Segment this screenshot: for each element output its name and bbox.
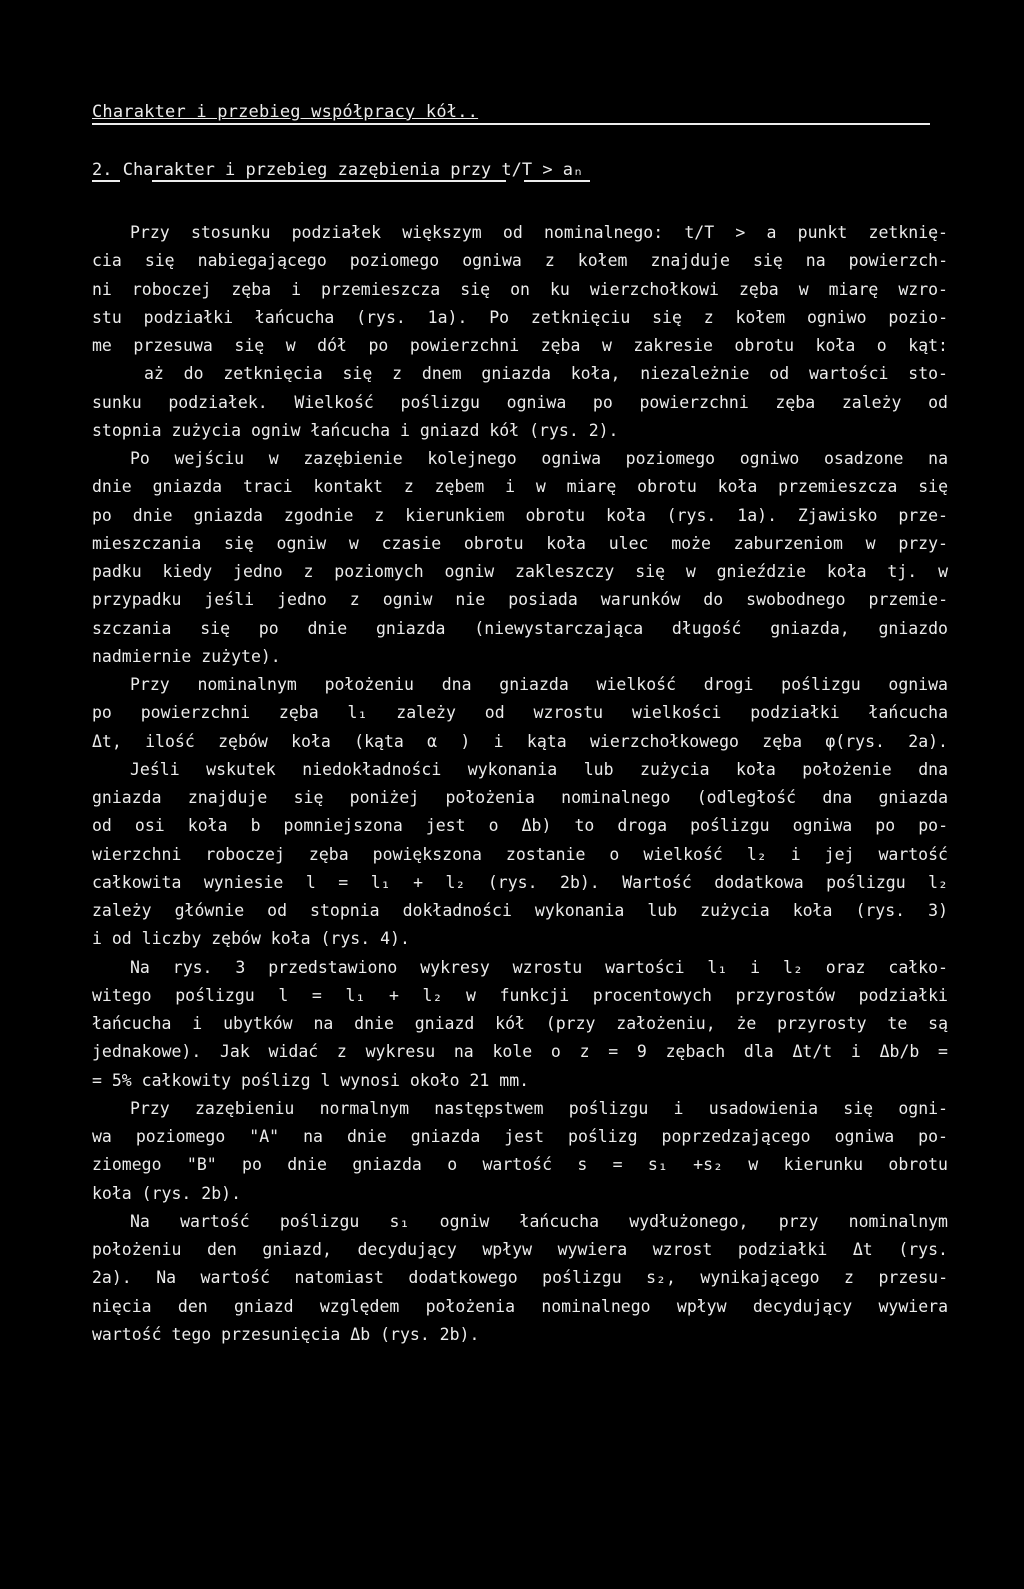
text-line: Na wartość poślizgu s₁ ogniw łańcucha wydłużonego, przy nominalnym [130,1211,948,1231]
section-heading-underline [152,180,506,182]
text-line: sunku podziałek. Wielkość poślizgu ogniwa po powierzchni zęba zależy od [92,392,948,412]
text-line: cia się nabiegającego poziomego ogniwa z kołem znajduje się na powierzch- [92,251,948,271]
text-line: wierzchni roboczej zęba powiększona zostanie o wielkość l₂ i jej wartość [92,844,948,864]
running-header: Charakter i przebieg współpracy kół.. [92,102,479,122]
section-heading-underline [92,180,120,182]
text-line: łańcucha i ubytków na dnie gniazd kół (przy założeniu, że przyrosty te są [92,1014,948,1033]
text-line: Δt, ilość zębów koła (kąta α ) i kąta wierzchołkowego zęba φ(rys. 2a). [92,731,948,751]
text-line: nadmiernie zużyte). [92,646,281,666]
text-line: zależy głównie od stopnia dokładności wykonania lub zużycia koła (rys. 3) [92,901,948,920]
text-line: Jeśli wskutek niedokładności wykonania lub zużycia koła położenie dna [130,759,948,779]
text-line: od osi koła b pomniejszona jest o Δb) to droga poślizgu ogniwa po po- [92,816,948,836]
text-line: Przy zazębieniu normalnym następstwem poślizgu i usadowienia się ogni- [130,1098,948,1118]
text-line: położeniu den gniazd, decydujący wpływ wywiera wzrost podziałki Δt (rys. [92,1240,948,1259]
text-line: stu podziałki łańcucha (rys. 1a). Po zetknięciu się z kołem ogniwo pozio- [92,307,948,327]
text-line: stopnia zużycia ogniw łańcucha i gniazd kół (rys. 2). [92,420,619,440]
text-line: dnie gniazda traci kontakt z zębem i w miarę obrotu koła przemieszcza się [92,477,948,497]
text-line: po powierzchni zęba l₁ zależy od wzrostu wielkości podziałki łańcucha [92,703,948,723]
text-line: 2a). Na wartość natomiast dodatkowego poślizgu s₂, wynikającego z przesu- [92,1268,948,1288]
text-line: Po wejściu w zazębienie kolejnego ogniwa poziomego ogniwo osadzone na [130,449,948,468]
text-line: me przesuwa się w dół po powierzchni zęba w zakresie obrotu koła o kąt: [92,336,948,355]
text-line: szczania się po dnie gniazda (niewystarczająca długość gniazda, gniazdo [92,618,948,638]
text-line: ni roboczej zęba i przemieszcza się on ku wierzchołkowi zęba w miarę wzro- [92,279,948,299]
text-line: przypadku jeśli jedno z ogniw nie posiada warunków do swobodnego przemie- [92,590,948,610]
header-rule [92,123,930,125]
text-line: mieszczania się ogniw w czasie obrotu koła ulec może zaburzeniom w przy- [92,533,948,553]
text-line: witego poślizgu l = l₁ + l₂ w funkcji procentowych przyrostów podziałki [92,985,948,1005]
text-line: po dnie gniazda zgodnie z kierunkiem obrotu koła (rys. 1a). Zjawisko prze- [92,505,948,525]
text-line: = 5% całkowity poślizg l wynosi około 21 mm. [92,1070,530,1090]
text-line: gniazda znajduje się poniżej położenia nominalnego (odległość dna gniazda [92,788,948,807]
text-line: Na rys. 3 przedstawiono wykresy wzrostu wartości l₁ i l₂ oraz całko- [130,957,948,977]
section-heading: 2. Charakter i przebieg zazębienia przy t/T > aₙ [92,160,584,180]
text-line: Przy stosunku podziałek większym od nominalnego: t/T > a punkt zetknię- [130,223,948,242]
text-line: jednakowe). Jak widać z wykresu na kole o z = 9 zębach dla Δt/t i Δb/b = [92,1042,948,1062]
text-line: wa poziomego "A" na dnie gniazda jest poślizg poprzedzającego ogniwa po- [92,1127,948,1146]
text-line: Przy nominalnym położeniu dna gniazda wielkość drogi poślizgu ogniwa [130,675,948,694]
section-heading-underline [524,180,590,182]
text-line: aż do zetknięcia się z dnem gniazda koła, niezależnie od wartości sto- [144,364,948,384]
text-line: całkowita wyniesie l = l₁ + l₂ (rys. 2b). Wartość dodatkowa poślizgu l₂ [92,872,948,892]
text-line: ziomego "B" po dnie gniazda o wartość s = s₁ +s₂ w kierunku obrotu [92,1155,948,1175]
text-line: i od liczby zębów koła (rys. 4). [92,929,410,949]
text-line: nięcia den gniazd względem położenia nominalnego wpływ decydujący wywiera [92,1296,948,1316]
text-line: koła (rys. 2b). [92,1183,242,1203]
text-line: padku kiedy jedno z poziomych ogniw zakleszczy się w gnieździe koła tj. w [92,562,948,581]
text-line: wartość tego przesunięcia Δb (rys. 2b). [92,1324,480,1344]
